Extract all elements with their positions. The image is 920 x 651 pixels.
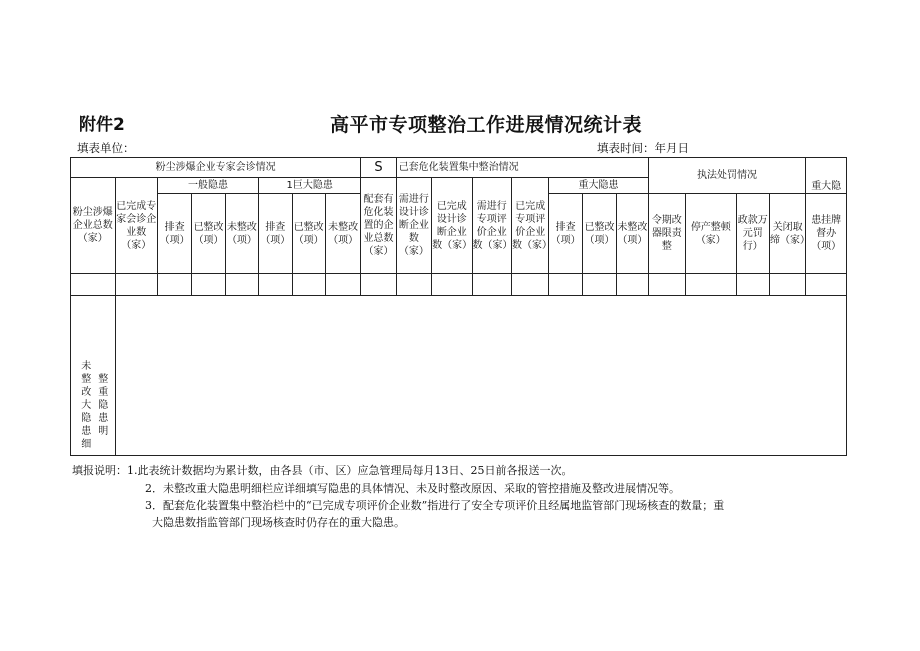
col-major-check: 排查（项）: [259, 194, 292, 274]
dust-group-header: 粉尘涉爆企业专家会诊情况: [71, 158, 361, 178]
col-design-done: 已完成设计诊断企业数（家）: [432, 178, 472, 274]
col-suspend: 停产整顿（家）: [686, 194, 737, 274]
col-general-fixed: 已整改（项）: [192, 194, 225, 274]
unfixed-detail-row: [71, 296, 847, 456]
s-mark: S: [361, 158, 396, 178]
col-fine: 政款万元罚行）: [736, 194, 769, 274]
major-hazard-header-2: 重大隐患: [549, 178, 648, 194]
fill-time-label: 填表时间：年月日: [597, 141, 689, 155]
major-hazard-header-1: 1巨大隐患: [259, 178, 361, 194]
col-chem-unfixed: 未整改（项）: [617, 194, 648, 274]
note-2: 2．未整改重大隐患明细栏应详细填写隐患的具体情况、未及时整改原因、采取的管控措施及整改进展情况等。: [145, 482, 680, 495]
col-close: 关闭取缔（家）: [769, 194, 805, 274]
col-order-rectify: 令期改器限责整: [648, 194, 685, 274]
attachment-label: 附件2: [79, 115, 125, 135]
col-supervise: 患挂牌督办（项）: [806, 194, 847, 274]
fill-unit-label: 填表单位：: [77, 141, 135, 155]
data-row: [71, 274, 847, 296]
col-chem-fixed: 已整改（项）: [582, 194, 616, 274]
general-hazard-header: 一般隐患: [157, 178, 258, 194]
col-general-check: 排查（项）: [157, 194, 191, 274]
col-major-fixed: 已整改（项）: [292, 194, 325, 274]
col-chem-total: 配套有危化装置的企业总数（家）: [361, 178, 396, 274]
page-title: 高平市专项整治工作进展情况统计表: [330, 114, 643, 136]
col-design-need: 需进行设计诊断企业数（家）: [396, 178, 431, 274]
law-group-header: 执法处罚情况: [648, 158, 806, 194]
note-4: 大隐患数指监管部门现场核查时仍存在的重大隐患。: [152, 516, 405, 529]
note-3: 3．配套危化装置集中整治栏中的“已完成专项评价企业数”指进行了安全专项评价且经属地监管部门现场核查的数量；重: [145, 499, 725, 512]
col-eval-need: 需进行专项评价企业数（家）: [472, 178, 511, 274]
col-chem-check: 排查（项）: [549, 194, 582, 274]
major-tail-header: 重大隐: [806, 158, 847, 194]
col-major-unfixed: 未整改（项）: [325, 194, 360, 274]
col-dust-total: 粉尘涉爆企业总数（家）: [71, 178, 116, 274]
statistics-table: [70, 157, 847, 456]
col-eval-done: 已完成专项评价企业数（家）: [512, 178, 549, 274]
unfixed-detail-cell: [115, 296, 847, 456]
chem-group-header: 己套危化装置集中整治情况: [396, 158, 648, 178]
col-expert-done: 已完成专家会诊企业数（家）: [115, 178, 157, 274]
col-general-unfixed: 未整改（项）: [225, 194, 258, 274]
unfixed-detail-label-2: 整重隐患明: [95, 373, 107, 438]
unfixed-detail-label: 未整改大隐患细: [78, 360, 90, 451]
note-1: 填报说明：1.此表统计数据均为累计数，由各县（市、区）应急管理局每月13日、25日前各报送一次。: [72, 464, 573, 477]
